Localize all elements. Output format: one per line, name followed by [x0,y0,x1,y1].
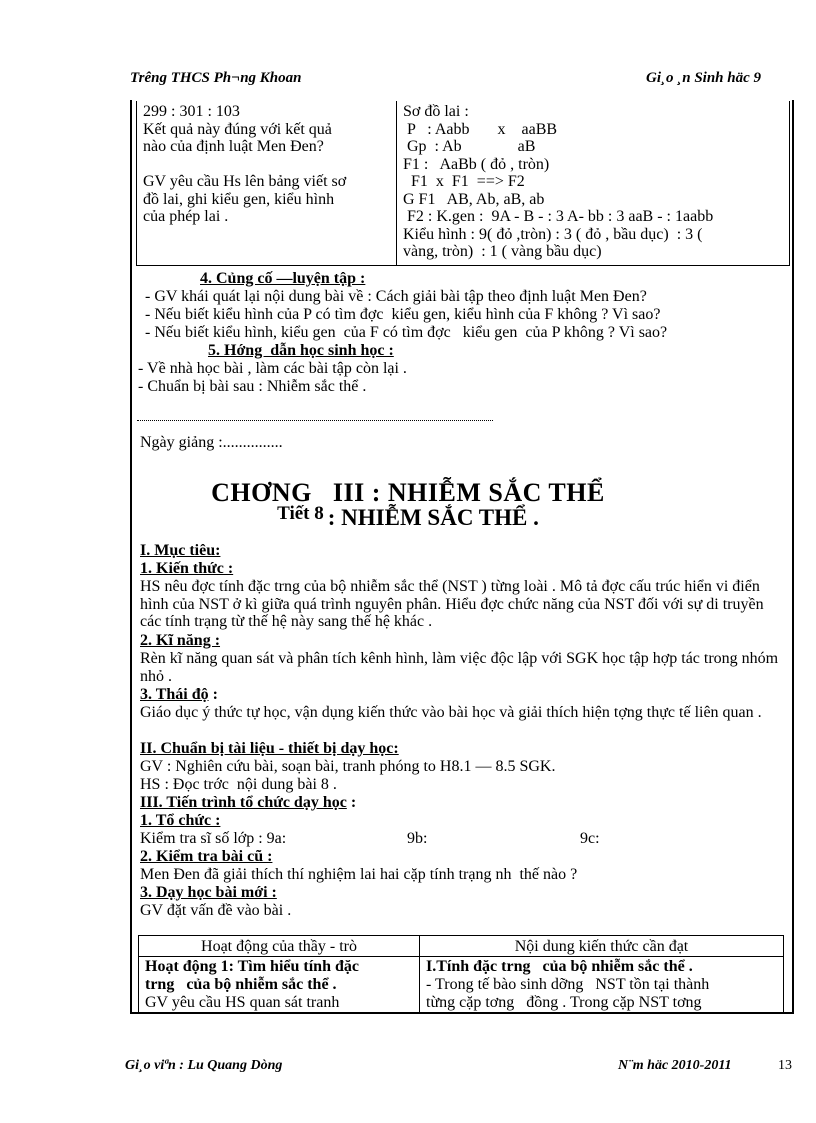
skills-heading: 2. Kĩ năng : [140,632,221,649]
section-4-line: - GV khái quát lại nội dung bài về : Cách giải bài tập theo định luật Men Đen? [145,288,647,305]
knowledge-text: HS nêu đợc tính đặc trng của bộ nhiễm sắc thể (NST ) từng loài . Mô tả đợc cấu trúc hiển vi điển hình của NST ở kì giữa quá trình nguyên phân. Hiểu đợc chức năng của NST đối với sự di truyền các tính trạng từ thế hệ này sang thế hệ khác . [140,578,764,630]
review-heading: 2. Kiểm tra bài cũ : [140,848,273,865]
knowledge-heading: 1. Kiến thức : [140,560,234,577]
section-5-line: - Chuẩn bị bài sau : Nhiễm sắc thể . [138,378,367,395]
attitude-text: Giáo dục ý thức tự học, vận dụng kiến thức vào bài học và giải thích hiện tợng thực tế liên quan . [140,704,762,721]
class-9b: 9b: [407,830,428,847]
attendance-check: Kiểm tra sĩ số lớp : 9a: [140,830,287,847]
attitude-heading: 3. Thái độ [140,686,209,703]
process-heading: III. Tiến trình tổ chức dạy học [140,794,347,811]
review-question: Men Đen đã giải thích thí nghiệm lai hai cặp tính trạng nh thế nào ? [140,866,578,883]
activity-table-head-right: Nội dung kiến thức cần đạt [514,938,689,955]
top-left-line: Kết quả này đúng với kết quả [143,120,332,138]
section-5-line: - Về nhà học bài , làm các bài tập còn lại . [138,360,407,377]
footer-school-year: N¨m häc 2010-2011 [618,1058,732,1073]
section-4-line: - Nếu biết kiểu hình của P có tìm đợc kiểu gen, kiểu hình của F không ? Vì sao? [145,306,661,323]
top-right-line: F2 : K.gen : 9A - B - : 3 A- bb : 3 aaB - : 1aabb [403,208,714,225]
top-left-line: của phép lai . [143,208,229,225]
activity-table [138,935,784,1014]
chapter-title: CHƠNG III : NHIỄM SẮC THỂ [211,478,605,507]
top-right-line: Sơ đồ lai : [403,103,469,120]
attitude-colon: : [208,686,218,703]
teacher-prep: GV : Nghiên cứu bài, soạn bài, tranh phóng to H8.1 — 8.5 SGK. [140,758,556,775]
top-left-line: 299 : 301 : 103 [143,103,240,120]
objectives-heading: I. Mục tiêu: [140,542,221,559]
top-right-line: Gp : Ab aB [403,138,536,155]
student-prep: HS : Đọc trớc nội dung bài 8 . [140,776,337,793]
header-school: Trêng THCS Ph¬ng Khoan [130,70,302,86]
lesson-number: Tiết 8 [277,503,324,524]
activity-right-line: từng cặp tơng đồng . Trong cặp NST tơng [426,994,702,1011]
top-left-line: nào của định luật Men Đen? [143,138,324,155]
skills-text: Rèn kĩ năng quan sát và phân tích kênh hình, làm việc độc lập với SGK học tập hợp tác trong nhóm nhỏ . [140,650,779,685]
section-4-title: 4. Củng cố —luyện tập : [200,270,366,287]
activity-table-header-rule [139,956,783,957]
lesson-title: : NHIỄM SẮC THỂ . [327,505,539,530]
dotted-separator [137,420,493,421]
activity-left-line: Hoạt động 1: Tìm hiểu tính đặc [145,958,359,975]
top-left-line: GV yêu cầu Hs lên bảng viết sơ [143,173,347,190]
problem-statement: GV đặt vấn đề vào bài . [140,902,292,919]
top-right-line: vàng, tròn) : 1 ( vàng bầu dục) [403,243,602,260]
top-right-line: F1 x F1 ==> F2 [403,173,525,190]
activity-left-line: GV yêu cầu HS quan sát tranh [145,994,340,1011]
top-right-line: P : Aabb x aaBB [403,120,558,138]
process-heading-line [140,794,356,812]
top-right-line: Kiểu hình : 9( đỏ ,tròn) : 3 ( đỏ , bầu dục) : 3 ( [403,225,703,243]
ngay-giang: Ngày giảng :............... [140,434,283,451]
top-right-line: F1 : AaBb ( đỏ , tròn) [403,155,550,173]
activity-table-right-cell [426,958,709,1012]
footer-teacher: Gi¸o viªn : Lu Quang Dòng [125,1058,283,1073]
top-table-right-cell [397,101,789,265]
top-left-line [143,156,390,174]
section-5-title: 5. Hớng dẫn học sinh học : [208,342,394,359]
attitude-heading-line [140,686,218,704]
activity-table-head-left: Hoạt động của thầy - trò [201,938,357,955]
section-4-line: - Nếu biết kiểu hình, kiểu gen của F có tìm đợc kiểu gen của P không ? Vì sao? [145,324,668,341]
top-table [136,101,790,266]
top-right-line: G F1 AB, Ab, aB, ab [403,190,545,208]
activity-table-column-rule [419,936,420,1014]
class-9c: 9c: [580,830,600,847]
activity-left-line: trng của bộ nhiễm sắc thể . [145,976,337,993]
preparation-heading: II. Chuẩn bị tài liệu - thiết bị dạy học: [140,740,399,757]
top-left-line: đồ lai, ghi kiểu gen, kiểu hình [143,190,335,208]
activity-right-line: - Trong tế bào sinh dỡng NST tồn tại thành [426,976,710,993]
new-lesson-heading: 3. Dạy học bài mới : [140,884,277,901]
organization-heading: 1. Tổ chức : [140,812,221,829]
top-table-left-cell [137,101,397,265]
header-subject: Gi¸o ¸n Sinh häc 9 [646,70,762,86]
activity-table-left-cell [145,958,359,1012]
lesson-title-line [0,505,816,531]
page-number: 13 [778,1058,792,1073]
activity-right-line: I.Tính đặc trng của bộ nhiễm sắc thể . [426,958,693,975]
process-colon: : [346,794,357,811]
